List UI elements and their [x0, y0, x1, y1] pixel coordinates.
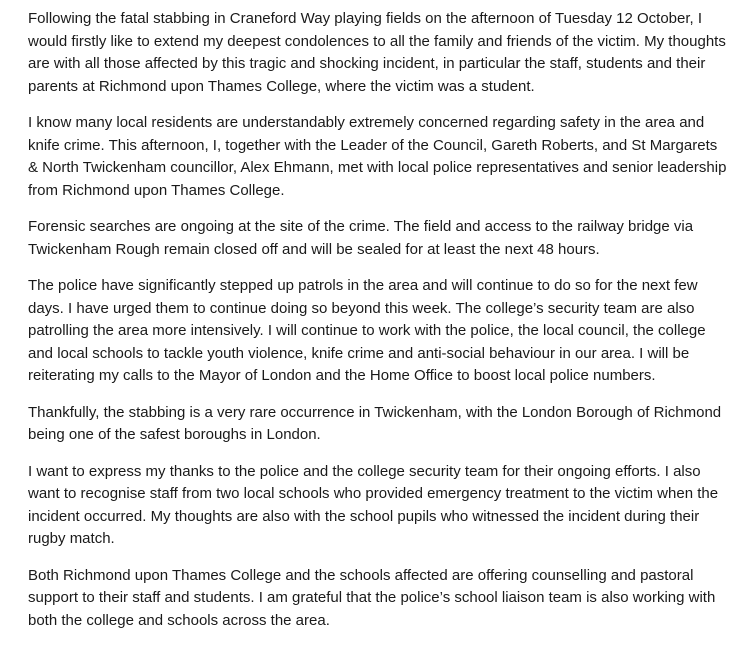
paragraph-thanks: I want to express my thanks to the police and the college security team for their ongoing efforts. I also want to recognise staff from two local schools who provided emergency treatment to the victim when the incident occurred. My thoughts are also with the school pupils who witnessed the incident during their rugby match. — [28, 462, 719, 547]
statement-document — [28, 8, 728, 646]
paragraph-support: Both Richmond upon Thames College and the schools affected are offering counselling and pastoral support to their staff and students. I am grateful that the police’s school liaison team is also working with both the college and schools across the area. — [28, 566, 716, 629]
paragraph-meeting: I know many local residents are understandably extremely concerned regarding safety in the area and knife crime. This afternoon, I, together with the Leader of the Council, Gareth Roberts, and St Margarets & North Twickenham councillor, Alex Ehmann, met with local police representatives and senior leadership from Richmond upon Thames College. — [28, 114, 727, 199]
paragraph-condolences: Following the fatal stabbing in Craneford Way playing fields on the afternoon of Tuesday 12 October, I would firstly like to extend my deepest condolences to all the family and friends of the victim. My thoughts are with all those affected by this tragic and shocking incident, in particular the staff, students and their parents at Richmond upon Thames College, where the victim was a student. — [28, 10, 726, 95]
paragraph-rare-occurrence: Thankfully, the stabbing is a very rare occurrence in Twickenham, with the London Borough of Richmond being one of the safest boroughs in London. — [28, 403, 722, 443]
paragraph-police-patrols: The police have significantly stepped up patrols in the area and will continue to do so for the next few days. I have urged them to continue doing so beyond this week. The college’s security team are also patrolling the area more intensively. I will continue to work with the police, the local council, the college and local schools to tackle youth violence, knife crime and anti-social behaviour in our area. I will be reiterating my calls to the Mayor of London and the Home Office to boost local police numbers. — [28, 277, 706, 384]
paragraph-forensic-searches: Forensic searches are ongoing at the site of the crime. The field and access to the railway bridge via Twickenham Rough remain closed off and will be sealed for at least the next 48 hours. — [28, 218, 694, 258]
